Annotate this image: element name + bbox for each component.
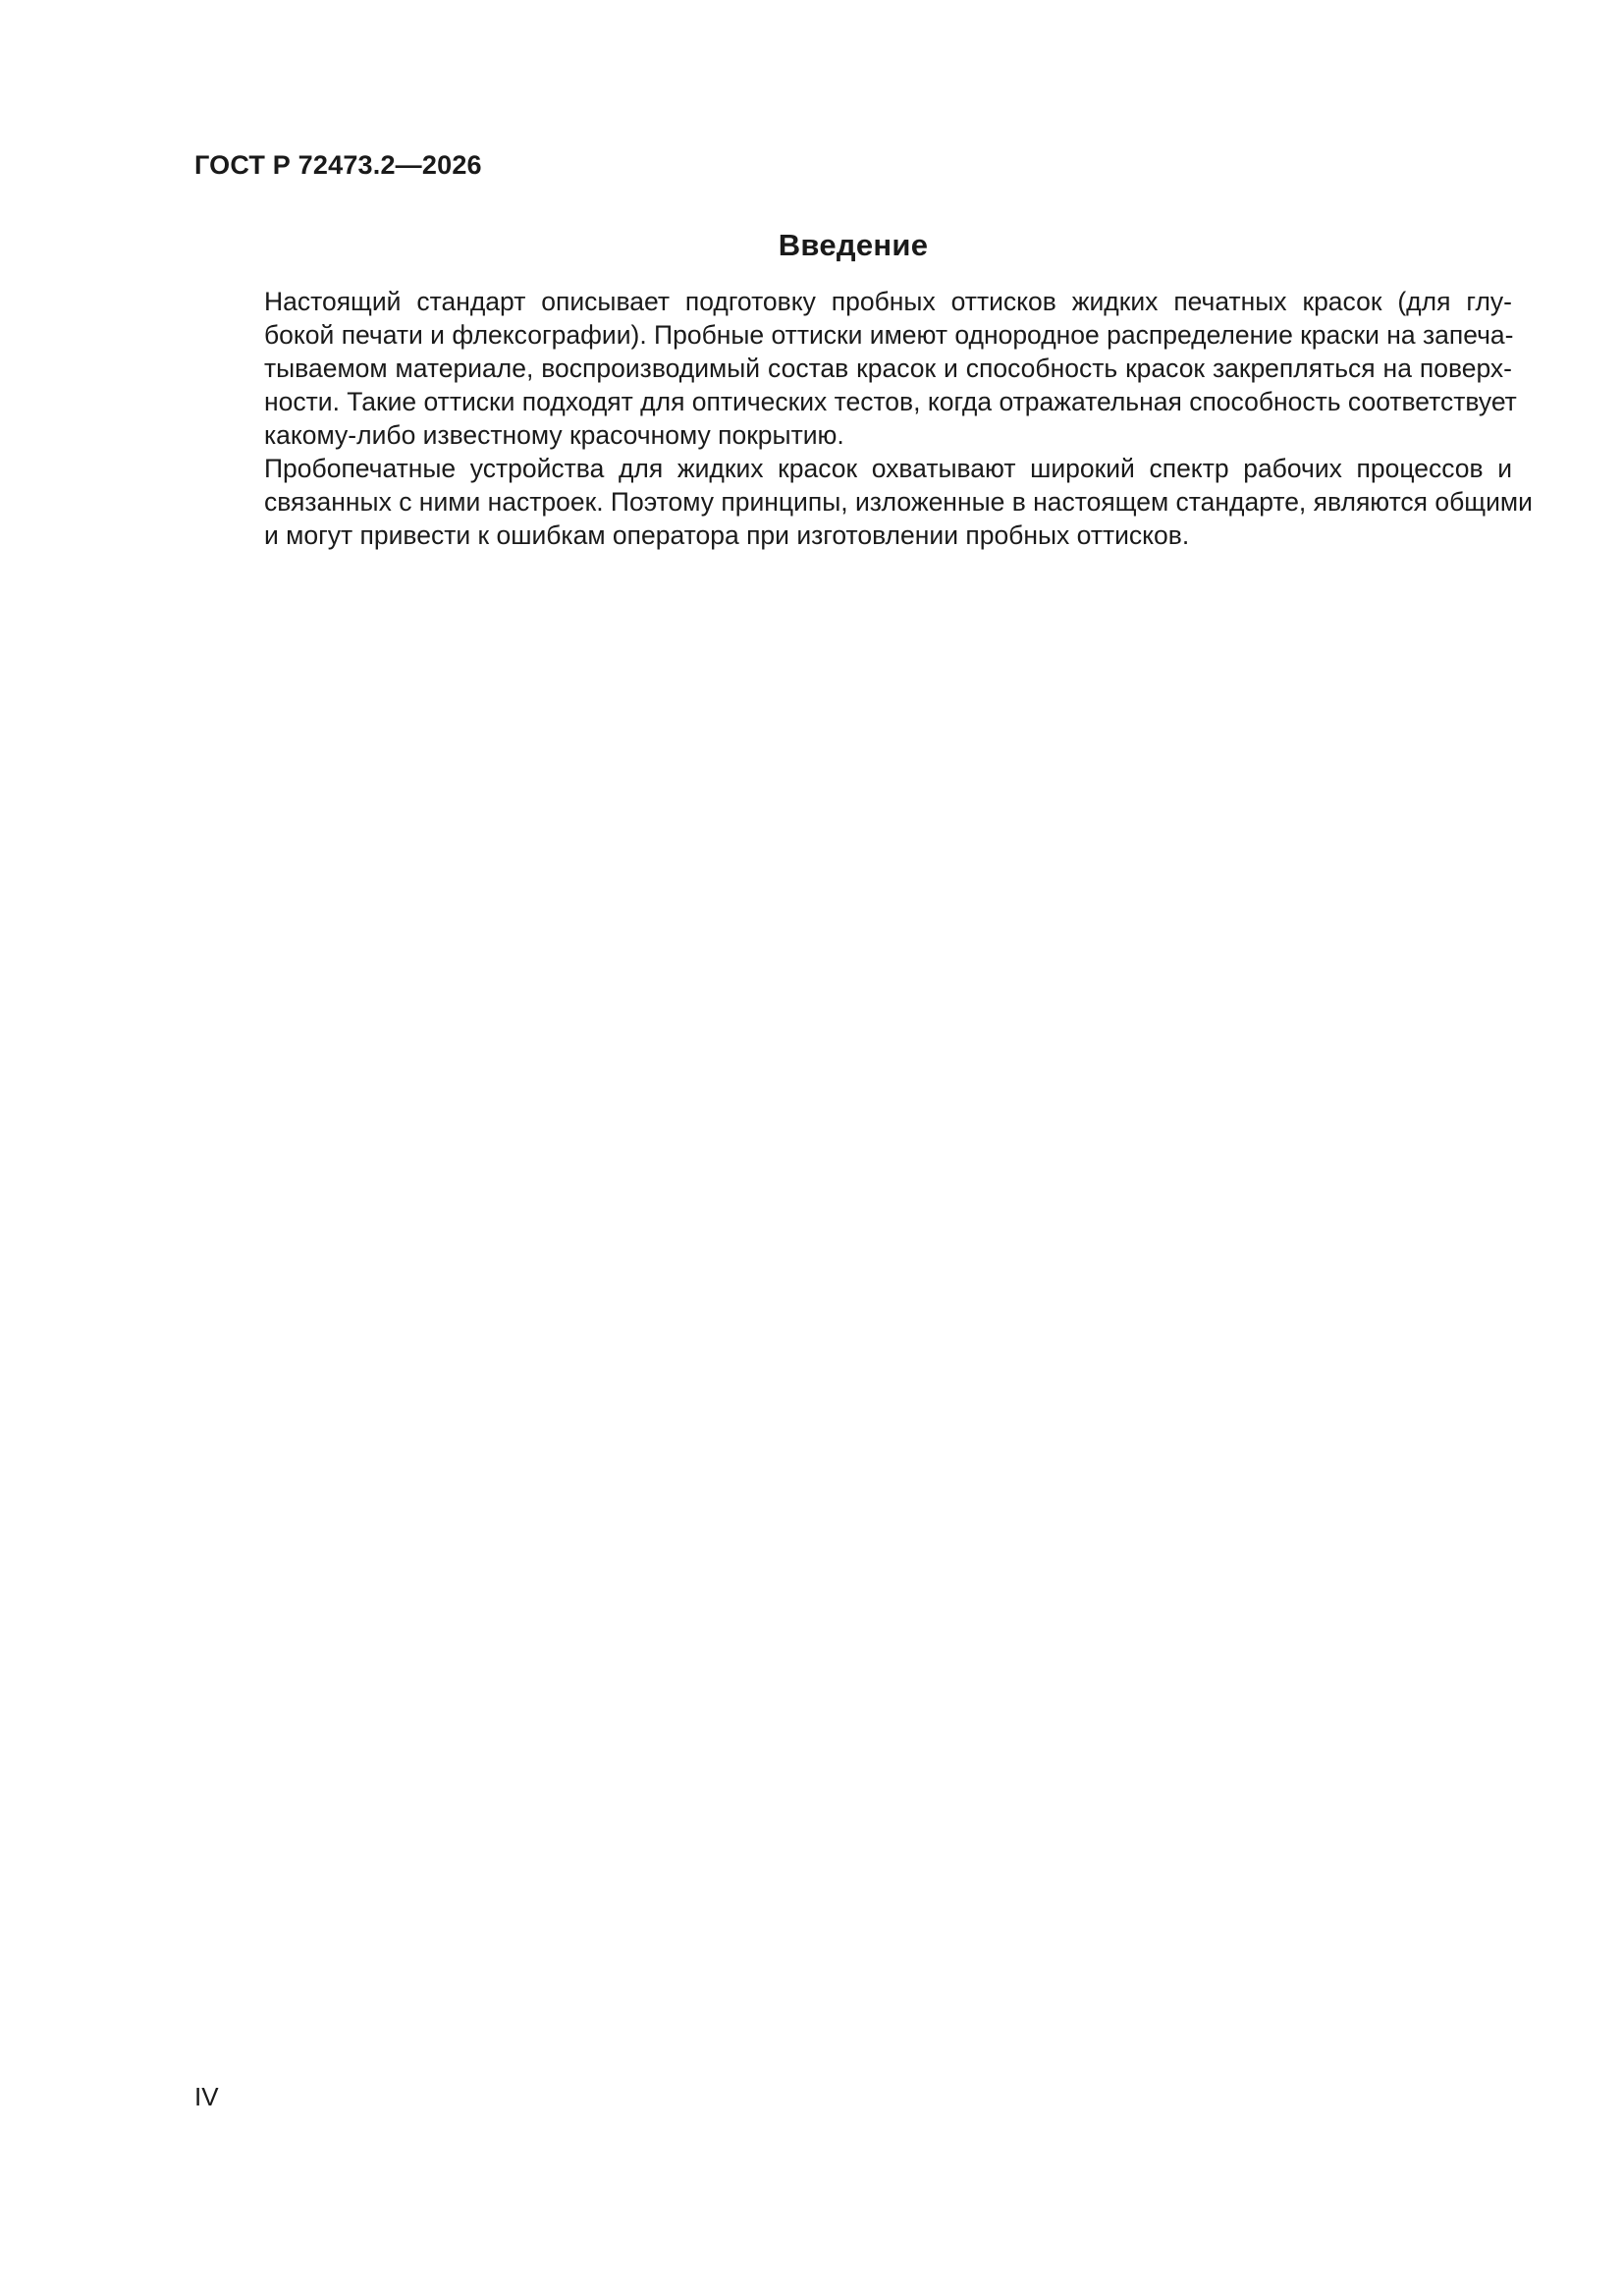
paragraph-2-line-1: Пробопечатные устройства для жидких красок охватывают широкий спектр рабочих процессов и — [264, 454, 1512, 483]
paragraph-2-line-2: связанных с ними настроек. Поэтому принципы, изложенные в настоящем стандарте, являются общими — [264, 487, 1533, 517]
document-code: ГОСТ Р 72473.2—2026 — [194, 150, 482, 180]
paragraph-2 — [194, 452, 1533, 552]
paragraph-1-line-4: ности. Такие оттиски подходят для оптических тестов, когда отражательная способность соответствует — [264, 387, 1517, 416]
paragraph-1-line-2: бокой печати и флексографии). Пробные оттиски имеют однородное распределение краски на запеча- — [264, 320, 1514, 350]
section-title: Введение — [778, 228, 929, 262]
page-number: IV — [194, 2082, 219, 2111]
paragraph-2-line-3: и могут привести к ошибкам оператора при изготовлении пробных оттисков. — [264, 520, 1190, 550]
paragraph-1-line-5: какому-либо известному красочному покрытию. — [264, 420, 844, 450]
paragraph-1-line-1: Настоящий стандарт описывает подготовку пробных оттисков жидких печатных красок (для глу- — [264, 287, 1512, 316]
paragraph-1 — [194, 285, 1517, 452]
body-text — [194, 285, 1533, 552]
paragraph-1-line-3: тываемом материале, воспроизводимый состав красок и способность красок закрепляться на поверх- — [264, 354, 1512, 383]
